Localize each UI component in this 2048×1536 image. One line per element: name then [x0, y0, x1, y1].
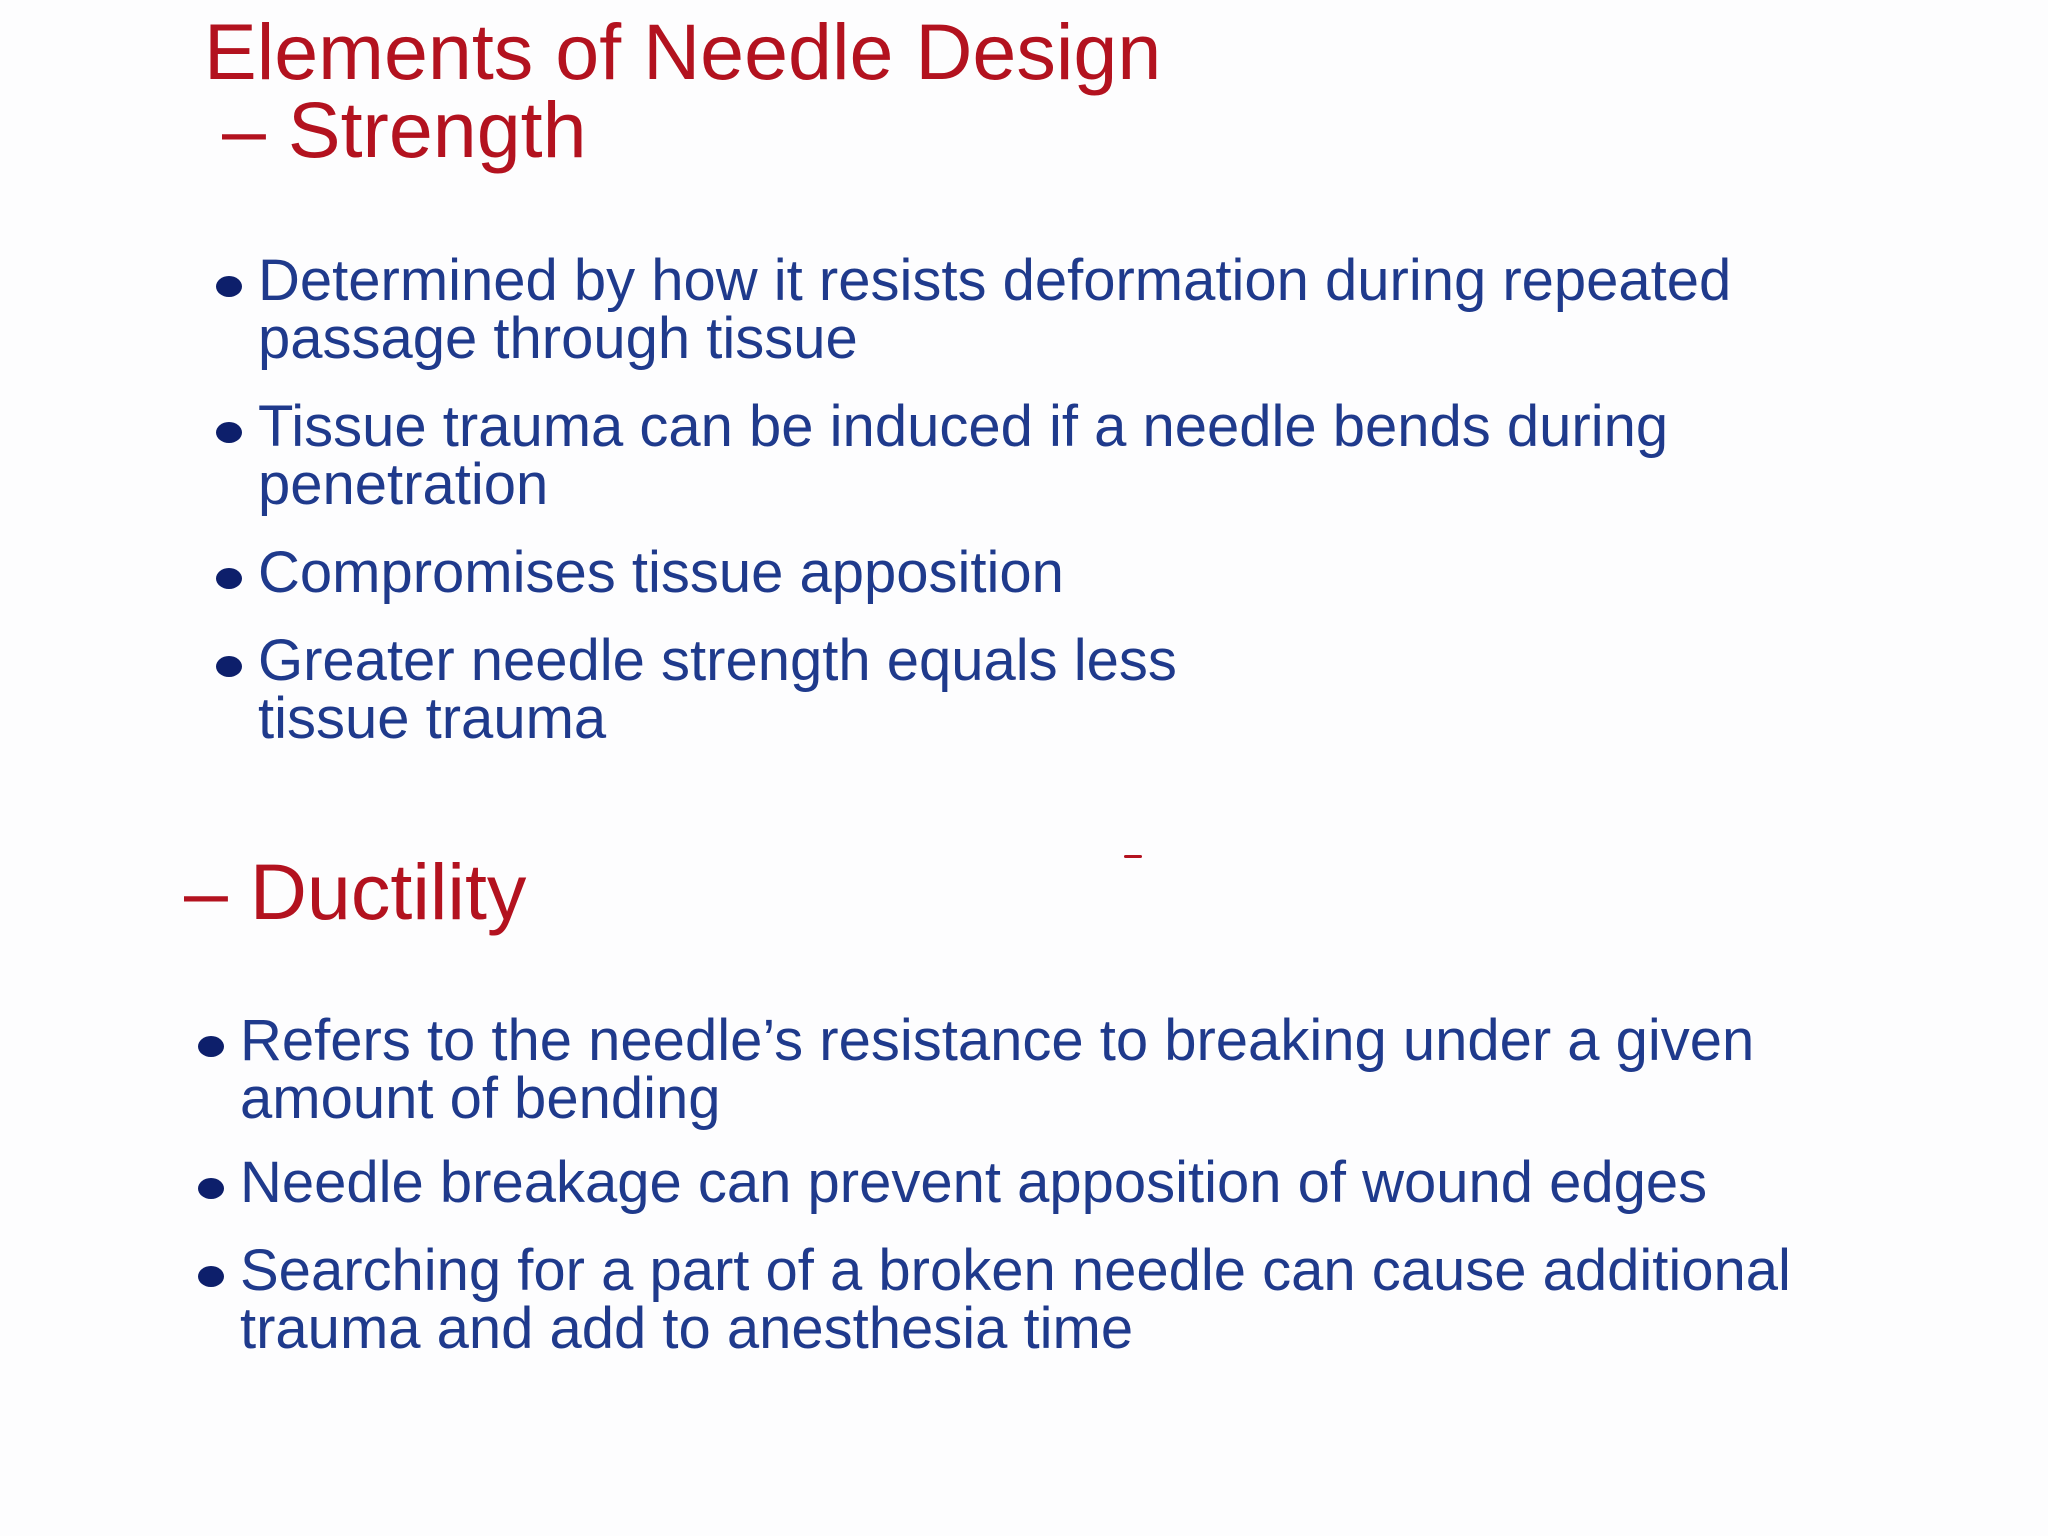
bullet-text: Needle breakage can prevent apposition of wound edges — [240, 1150, 1708, 1215]
bullet-dot-icon — [216, 422, 242, 443]
bullet-text: Tissue trauma can be induced if a needle bends during penetration — [258, 394, 1669, 517]
strength-bullet-3 — [212, 540, 1898, 605]
bullet-text: Refers to the needle’s resistance to breaking under a given amount of bending — [240, 1008, 1755, 1131]
strength-bullet-list — [212, 248, 1912, 751]
bullet-text: Determined by how it resists deformation during repeated passage through tissue — [258, 248, 1732, 371]
ductility-bullet-3 — [194, 1238, 1980, 1361]
ductility-bullet-1 — [194, 1008, 1940, 1131]
decorative-mark — [1124, 855, 1142, 858]
strength-bullet-1 — [212, 248, 1898, 371]
ductility-heading: – Ductility — [184, 847, 527, 936]
bullet-text: Greater needle strength equals less tissue trauma — [258, 628, 1177, 751]
bullet-dot-icon — [198, 1266, 224, 1287]
ductility-bullet-2 — [194, 1150, 2000, 1215]
bullet-text: Compromises tissue apposition — [258, 540, 1064, 605]
bullet-dot-icon — [198, 1036, 224, 1057]
ductility-bullet-list — [194, 1008, 1974, 1361]
slide-title: Elements of Needle Design — [204, 7, 1162, 96]
strength-heading: – Strength — [222, 85, 587, 174]
bullet-text: Searching for a part of a broken needle can cause additional trauma and add to anesthesia time — [240, 1238, 1791, 1361]
strength-bullet-2 — [212, 394, 1898, 517]
bullet-dot-icon — [198, 1178, 224, 1199]
bullet-dot-icon — [216, 276, 242, 297]
bullet-dot-icon — [216, 568, 242, 589]
bullet-dot-icon — [216, 656, 242, 677]
strength-bullet-4 — [212, 628, 1298, 751]
